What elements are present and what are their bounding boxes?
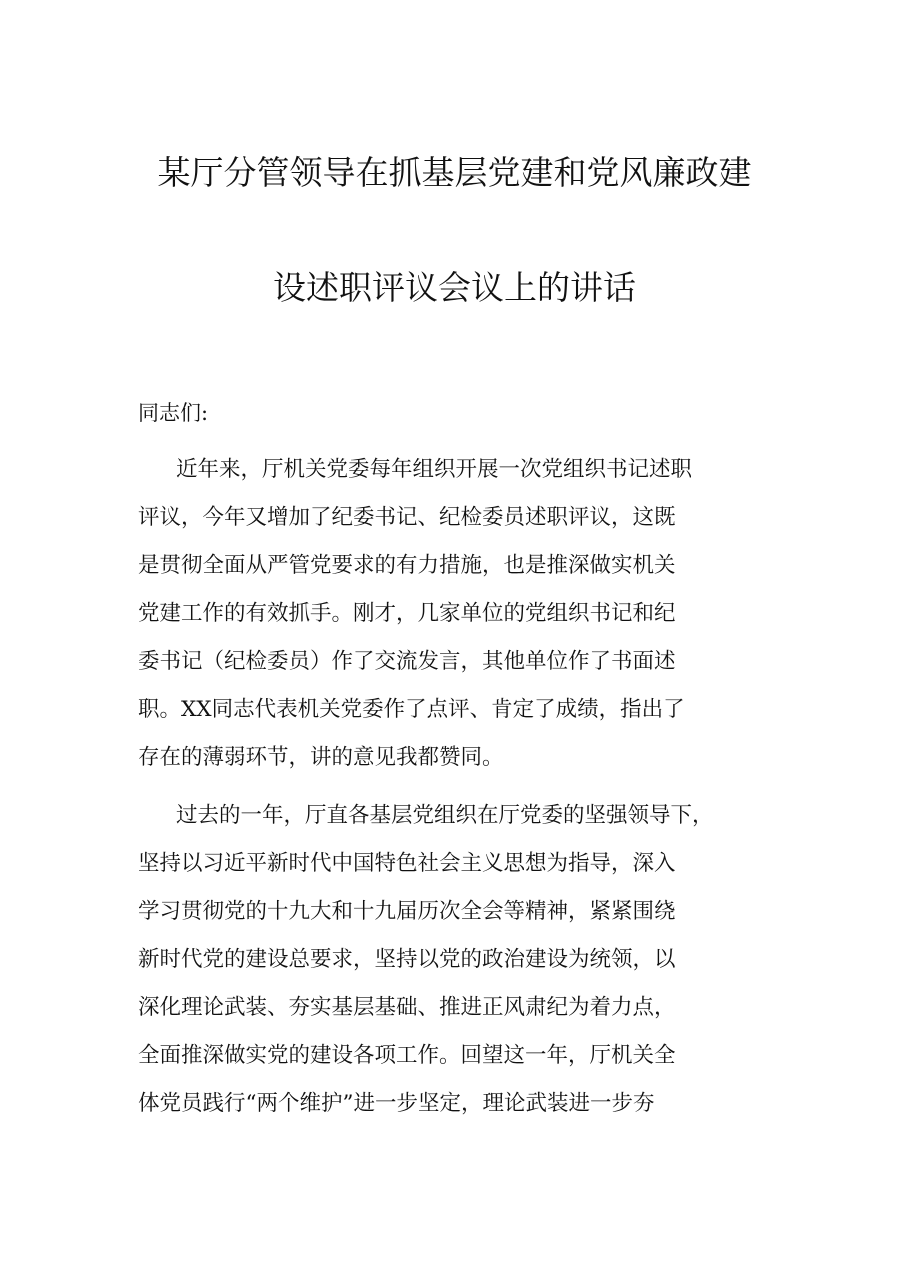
paragraph-2-line-7: 体党员践行“两个维护”进一步坚定，理论武装进一步夯 — [138, 1091, 655, 1116]
paragraph-2-line-5: 深化理论武装、夯实基层基础、推进正风肃纪为着力点， — [138, 995, 676, 1020]
paragraph-1-line-6: 职。XX同志代表机关党委作了点评、肯定了成绩，指出了 — [138, 697, 685, 722]
salutation: 同志们: — [138, 401, 209, 425]
paragraph-2-line-3: 学习贯彻党的十九大和十九届历次全会等精神，紧紧围绕 — [138, 899, 676, 924]
paragraph-1-line-4: 党建工作的有效抓手。刚才，几家单位的党组织书记和纪 — [138, 601, 676, 626]
paragraph-1-line-5: 委书记（纪检委员）作了交流发言，其他单位作了书面述 — [138, 649, 676, 674]
paragraph-1-line-3: 是贯彻全面从严管党要求的有力措施，也是推深做实机关 — [138, 553, 676, 578]
paragraph-2-line-1: 过去的一年，厅直各基层党组织在厅党委的坚强领导下， — [176, 803, 714, 828]
paragraph-1-line-1: 近年来，厅机关党委每年组织开展一次党组织书记述职 — [176, 457, 693, 482]
paragraph-1-line-7: 存在的薄弱环节，讲的意见我都赞同。 — [138, 745, 504, 770]
paragraph-2-line-6: 全面推深做实党的建设各项工作。回望这一年，厅机关全 — [138, 1043, 676, 1068]
document-title-line-2: 设述职评议会议上的讲话 — [273, 268, 636, 307]
paragraph-1-line-2: 评议，今年又增加了纪委书记、纪检委员述职评议，这既 — [138, 505, 676, 530]
paragraph-2-line-4: 新时代党的建设总要求，坚持以党的政治建设为统领，以 — [138, 947, 676, 972]
document-title-line-1: 某厅分管领导在抓基层党建和党风廉政建 — [157, 153, 752, 192]
paragraph-2-line-2: 坚持以习近平新时代中国特色社会主义思想为指导，深入 — [138, 851, 676, 876]
